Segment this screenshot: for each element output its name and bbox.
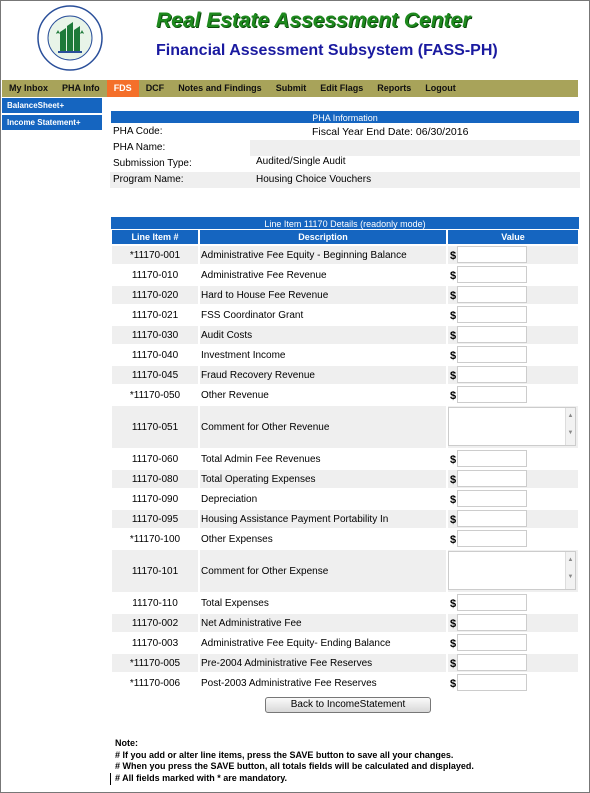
line-item-id: *11170-005 [112, 654, 198, 672]
line-item-id: 11170-021 [131, 309, 179, 321]
currency-symbol: $ [450, 290, 457, 302]
value-input[interactable] [457, 510, 527, 527]
nav-item-my-inbox[interactable]: My Inbox [9, 83, 49, 93]
currency-symbol: $ [450, 598, 457, 610]
line-item-value-cell [448, 654, 578, 672]
nav-item-reports[interactable]: Reports [377, 83, 412, 93]
pha-code-label: PHA Code: [113, 126, 163, 137]
line-item-value-cell [448, 470, 578, 488]
pha-info-panel [110, 110, 580, 188]
line-item-value-cell [448, 550, 578, 592]
line-item-description: Net Administrative Fee [200, 614, 446, 632]
table-row [112, 386, 578, 404]
line-item-id: 11170-020 [112, 286, 198, 304]
app-subtitle: Financial Assessment Subsystem (FASS-PH) [156, 42, 498, 59]
table-row [112, 614, 578, 632]
currency-symbol: $ [450, 678, 457, 690]
line-item-id: 11170-101 [112, 550, 198, 592]
currency-symbol: $ [450, 454, 457, 466]
value-input[interactable] [457, 470, 527, 487]
line-item-value-cell [448, 490, 578, 508]
line-item-value-cell [448, 266, 578, 284]
line-item-heading: Line Item 11170 Details (readonly mode) [110, 216, 580, 230]
nav-item-edit-flags[interactable]: Edit Flags [320, 83, 364, 93]
line-item-description: Pre-2004 Administrative Fee Reserves [200, 654, 446, 672]
currency-symbol: $ [450, 658, 457, 670]
program-name-label: Program Name: [113, 174, 184, 185]
currency-symbol: $ [450, 494, 457, 506]
line-item-description: Housing Assistance Payment Portability In [200, 510, 446, 528]
line-item-id: 11170-060 [131, 453, 179, 465]
table-row [112, 326, 578, 344]
submission-type-label: Submission Type: [113, 158, 192, 169]
line-item-description: Administrative Fee Equity- Ending Balance [201, 637, 391, 649]
value-input[interactable] [457, 306, 527, 323]
line-item-value-cell [448, 594, 578, 612]
line-item-description: Administrative Fee Equity - Beginning Balance [200, 246, 446, 264]
table-row [112, 530, 578, 548]
nav-item-logout[interactable]: Logout [425, 83, 456, 93]
textarea-scrollbar[interactable]: ▲ ▼ [565, 552, 575, 589]
app-title: Real Estate Assessment Center [156, 9, 471, 32]
line-item-id: 11170-080 [112, 470, 198, 488]
nav-item-pha-info[interactable]: PHA Info [62, 83, 100, 93]
line-item-id: 11170-051 [112, 406, 198, 448]
note-line: # When you press the SAVE button, all totals fields will be calculated and displayed. [115, 761, 474, 771]
currency-symbol: $ [450, 390, 457, 402]
value-input[interactable] [457, 594, 527, 611]
currency-symbol: $ [450, 370, 457, 382]
line-item-description: Comment for Other Revenue [200, 406, 446, 448]
line-item-description: Post-2003 Administrative Fee Reserves [201, 677, 377, 689]
currency-symbol: $ [450, 270, 457, 282]
currency-symbol: $ [450, 350, 457, 362]
line-item-value-cell [448, 450, 578, 468]
nav-item-notes-and-findings[interactable]: Notes and Findings [178, 83, 262, 93]
line-item-value-cell [448, 306, 578, 324]
line-item-id: 11170-010 [131, 269, 179, 281]
value-input[interactable] [457, 450, 527, 467]
line-item-description: Fraud Recovery Revenue [200, 366, 446, 384]
sidebar-item-balancesheet[interactable]: BalanceSheet+ [2, 98, 102, 113]
line-item-description: Hard to House Fee Revenue [200, 286, 446, 304]
table-row [112, 286, 578, 304]
line-item-value-cell [448, 510, 578, 528]
nav-item-dcf[interactable]: DCF [145, 83, 165, 93]
note-line: # All fields marked with * are mandatory. [115, 772, 288, 783]
line-item-id: 11170-090 [131, 493, 179, 505]
col-line-item: Line Item # [112, 230, 198, 244]
text-cursor [110, 773, 111, 785]
value-input[interactable] [457, 674, 527, 691]
submission-type-value: Audited/Single Audit [256, 156, 346, 167]
value-input[interactable] [457, 386, 527, 403]
value-input[interactable] [457, 286, 527, 303]
table-row [112, 470, 578, 488]
col-description: Description [200, 230, 446, 244]
line-item-value-cell [448, 346, 578, 364]
currency-symbol: $ [450, 618, 457, 630]
line-item-id: *11170-001 [112, 246, 198, 264]
pha-name-label: PHA Name: [113, 142, 166, 153]
line-item-value-cell [448, 286, 578, 304]
line-item-value-cell [448, 674, 578, 692]
table-row [112, 266, 578, 284]
line-item-id: *11170-100 [129, 533, 181, 545]
line-item-description: Other Revenue [201, 389, 269, 401]
line-item-description: Total Admin Fee Revenues [201, 453, 321, 465]
table-row [112, 674, 578, 692]
pha-code-row [110, 124, 580, 140]
currency-symbol: $ [450, 534, 457, 546]
line-item-description: Total Expenses [201, 597, 269, 609]
line-item-description: Investment Income [201, 349, 286, 361]
line-item-id: 11170-110 [132, 597, 178, 609]
currency-symbol: $ [450, 250, 457, 262]
textarea-scrollbar[interactable]: ▲ ▼ [565, 408, 575, 445]
main-nav [2, 80, 578, 97]
line-item-value-cell [448, 406, 578, 448]
currency-symbol: $ [450, 310, 457, 322]
currency-symbol: $ [450, 474, 457, 486]
line-item-id: 11170-095 [112, 510, 198, 528]
currency-symbol: $ [450, 638, 457, 650]
table-row [112, 450, 578, 468]
line-item-description: Depreciation [201, 493, 258, 505]
value-input[interactable] [457, 634, 527, 651]
line-item-value-cell [448, 530, 578, 548]
nav-item-fds[interactable]: FDS [107, 80, 139, 97]
line-item-value-cell [448, 614, 578, 632]
table-row [112, 406, 578, 448]
value-input[interactable] [457, 346, 527, 363]
program-name-row [110, 172, 580, 188]
program-name-value: Housing Choice Vouchers [256, 174, 372, 185]
value-input[interactable] [457, 366, 527, 383]
pha-info-heading: PHA Information [110, 110, 580, 124]
line-item-id: *11170-006 [129, 677, 181, 689]
header [0, 0, 590, 76]
table-row [112, 246, 578, 264]
table-row [112, 490, 578, 508]
line-item-id: 11170-003 [131, 637, 179, 649]
line-item-id: 11170-030 [112, 326, 198, 344]
table-row [112, 510, 578, 528]
nav-item-submit[interactable]: Submit [275, 83, 307, 93]
submission-type-row [110, 156, 580, 172]
value-input[interactable] [457, 530, 527, 547]
line-item-value-cell [448, 366, 578, 384]
value-input[interactable] [457, 326, 527, 343]
table-row [112, 634, 578, 652]
table-row [112, 366, 578, 384]
currency-symbol: $ [450, 330, 457, 342]
line-item-panel [110, 216, 580, 716]
line-item-id: 11170-040 [131, 349, 179, 361]
line-item-value-cell [448, 634, 578, 652]
fiscal-year-end-date: Fiscal Year End Date: 06/30/2016 [312, 126, 469, 138]
table-row [112, 550, 578, 592]
table-row [112, 346, 578, 364]
notes-section [112, 738, 580, 784]
value-input[interactable] [457, 266, 527, 283]
table-row [112, 306, 578, 324]
line-item-description: Administrative Fee Revenue [201, 269, 327, 281]
line-item-value-cell [448, 246, 578, 264]
line-item-value-cell [448, 386, 578, 404]
back-to-income-statement-button[interactable]: Back to IncomeStatement [265, 697, 431, 713]
table-row [112, 594, 578, 612]
line-item-description: Audit Costs [200, 326, 446, 344]
value-input[interactable] [457, 246, 527, 263]
line-item-description: Total Operating Expenses [200, 470, 446, 488]
currency-symbol: $ [450, 514, 457, 526]
hud-seal-logo [36, 4, 104, 72]
line-item-id: *11170-050 [129, 389, 181, 401]
notes-title: Note: [115, 738, 138, 748]
table-row [112, 654, 578, 672]
col-value: Value [448, 230, 578, 244]
line-item-id: 11170-045 [112, 366, 198, 384]
line-item-id: 11170-002 [112, 614, 198, 632]
line-item-description: FSS Coordinator Grant [201, 309, 304, 321]
sidebar-item-income-statement[interactable]: Income Statement+ [2, 115, 102, 130]
line-item-description: Comment for Other Expense [200, 550, 446, 592]
note-line: # If you add or alter line items, press the SAVE button to save all your changes. [115, 749, 454, 760]
line-item-description: Other Expenses [201, 533, 273, 545]
value-input[interactable] [457, 654, 527, 671]
button-row [110, 694, 580, 716]
line-item-value-cell [448, 326, 578, 344]
comment-textarea[interactable] [448, 407, 576, 446]
value-input[interactable] [457, 614, 527, 631]
comment-textarea[interactable] [448, 551, 576, 590]
line-item-table [110, 228, 580, 694]
value-input[interactable] [457, 490, 527, 507]
